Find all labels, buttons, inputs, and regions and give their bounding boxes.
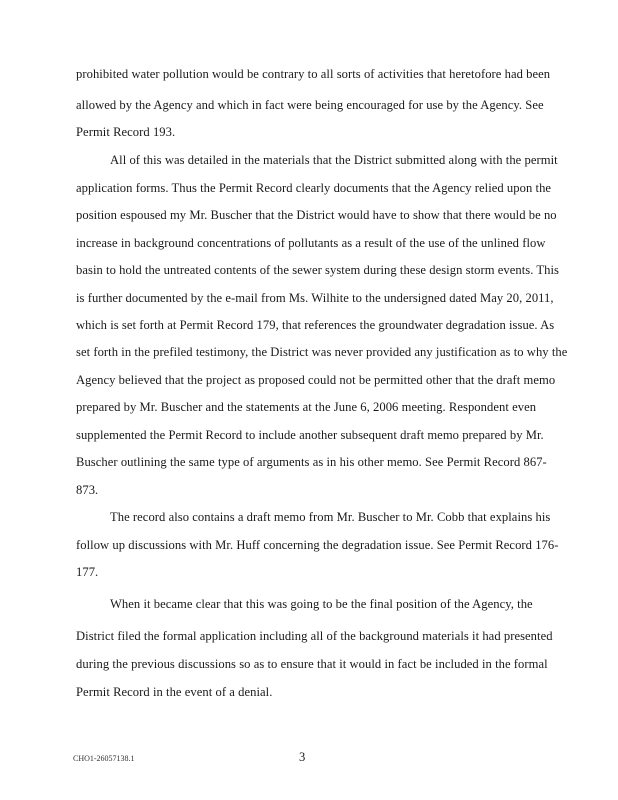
paragraph-2-line-13: 873. xyxy=(76,483,99,497)
paragraph-2-line-8: set forth in the prefiled testimony, the District was never provided any justification as to why the xyxy=(76,345,568,359)
paragraph-2-line-4: increase in background concentrations of pollutants as a result of the use of the unlined flow xyxy=(76,236,546,250)
paragraph-2-line-6: is further documented by the e-mail from Ms. Wilhite to the undersigned dated May 20, 2011, xyxy=(76,291,554,305)
paragraph-4-line-1: When it became clear that this was going to be the final position of the Agency, the xyxy=(110,597,533,611)
paragraph-1-line-3: Permit Record 193. xyxy=(76,125,176,139)
paragraph-2-line-10: prepared by Mr. Buscher and the statements at the June 6, 2006 meeting. Respondent even xyxy=(76,400,537,414)
paragraph-2-line-3: position espoused my Mr. Buscher that the District would have to show that there would be no xyxy=(76,208,557,222)
paragraph-2-line-9: Agency believed that the project as proposed could not be permitted other that the draft memo xyxy=(76,373,556,387)
footer-document-id: CHO1-26057138.1 xyxy=(73,754,135,763)
paragraph-2-line-5: basin to hold the untreated contents of the sewer system during these design storm events. This xyxy=(76,263,559,277)
paragraph-2-line-2: application forms. Thus the Permit Record clearly documents that the Agency relied upon the xyxy=(76,181,552,195)
paragraph-3-line-2: follow up discussions with Mr. Huff concerning the degradation issue. See Permit Record 176- xyxy=(76,538,559,552)
paragraph-3-line-1: The record also contains a draft memo from Mr. Buscher to Mr. Cobb that explains his xyxy=(110,510,551,524)
paragraph-4-line-2: District filed the formal application including all of the background materials it had presented xyxy=(76,629,553,643)
paragraph-2-line-1: All of this was detailed in the materials that the District submitted along with the permit xyxy=(110,153,558,167)
paragraph-4-line-4: Permit Record in the event of a denial. xyxy=(76,685,273,699)
paragraph-3-line-3: 177. xyxy=(76,565,99,579)
paragraph-2-line-12: Buscher outlining the same type of arguments as in his other memo. See Permit Record 867- xyxy=(76,455,547,469)
page-number: 3 xyxy=(299,750,306,764)
paragraph-2-line-11: supplemented the Permit Record to include another subsequent draft memo prepared by Mr. xyxy=(76,428,544,442)
paragraph-1-line-2: allowed by the Agency and which in fact were being encouraged for use by the Agency. See xyxy=(76,98,544,112)
paragraph-4-line-3: during the previous discussions so as to ensure that it would in fact be included in the formal xyxy=(76,657,548,671)
paragraph-2-line-7: which is set forth at Permit Record 179, that references the groundwater degradation issue. As xyxy=(76,318,555,332)
paragraph-1-line-1: prohibited water pollution would be contrary to all sorts of activities that heretofore had been xyxy=(76,67,551,81)
